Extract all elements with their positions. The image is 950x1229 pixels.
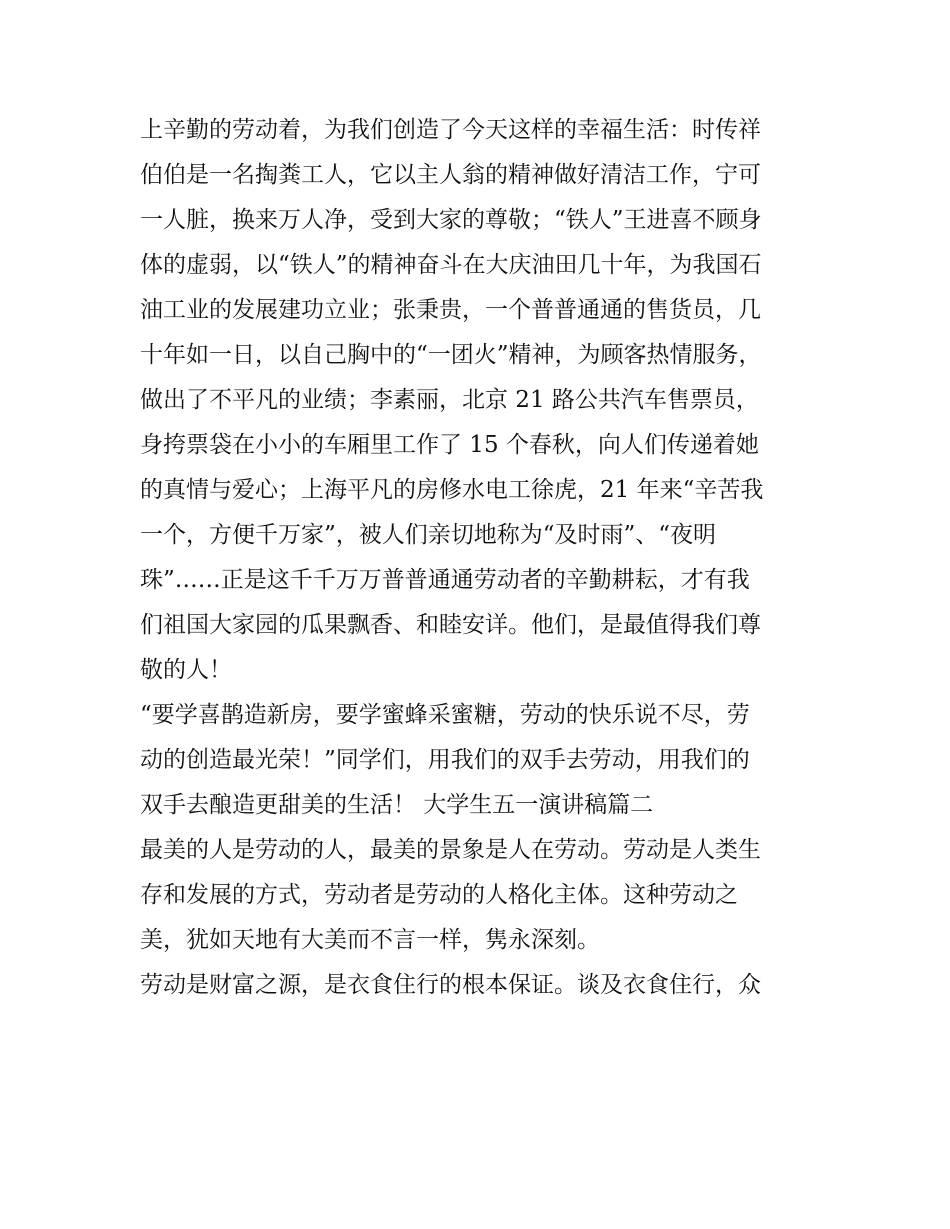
text-line: 们祖国大家园的瓜果飘香、和睦安详。他们，是最值得我们尊 [140,612,761,638]
text-line: 上辛勤的劳动着，为我们创造了今天这样的幸福生活：时传祥 [140,117,761,143]
text-line: 的真情与爱心；上海平凡的房修水电工徐虎，21 年来“辛苦我 [140,477,764,503]
text-line: 一人脏，换来万人净，受到大家的尊敬；“铁人”王进喜不顾身 [140,207,762,233]
text-line: 存和发展的方式，劳动者是劳动的人格化主体。这种劳动之 [140,882,738,908]
text-line: 珠”……正是这千千万万普普通通劳动者的辛勤耕耘，才有我 [140,567,750,593]
text-line: 做出了不平凡的业绩；李素丽，北京 21 路公共汽车售票员， [140,387,759,413]
text-line: 美，犹如天地有大美而不言一样，隽永深刻。 [140,927,600,953]
text-line: 身挎票袋在小小的车厢里工作了 15 个春秋，向人们传递着她 [140,432,759,458]
text-line: 伯伯是一名掏粪工人，它以主人翁的精神做好清洁工作，宁可 [140,162,761,188]
text-line: 十年如一日，以自己胸中的“一团火”精神，为顾客热情服务， [140,342,762,368]
text-line: 体的虚弱，以“铁人”的精神奋斗在大庆油田几十年，为我国石 [140,252,762,278]
text-line: “要学喜鹊造新房，要学蜜蜂采蜜糖，劳动的快乐说不尽，劳 [140,702,750,728]
document-body-text [140,108,820,1008]
text-line: 最美的人是劳动的人，最美的景象是人在劳动。劳动是人类生 [140,837,761,863]
text-line: 劳动是财富之源，是衣食住行的根本保证。谈及衣食住行，众 [140,972,761,998]
text-line: 敬的人！ [140,657,232,683]
text-line: 油工业的发展建功立业；张秉贵，一个普普通通的售货员，几 [140,297,761,323]
text-line: 双手去酿造更甜美的生活！ 大学生五一演讲稿篇二 [140,792,654,818]
text-line: 动的创造最光荣！”同学们，用我们的双手去劳动，用我们的 [140,747,750,773]
text-line: 一个，方便千万家”，被人们亲切地称为“及时雨”、“夜明 [140,522,717,548]
